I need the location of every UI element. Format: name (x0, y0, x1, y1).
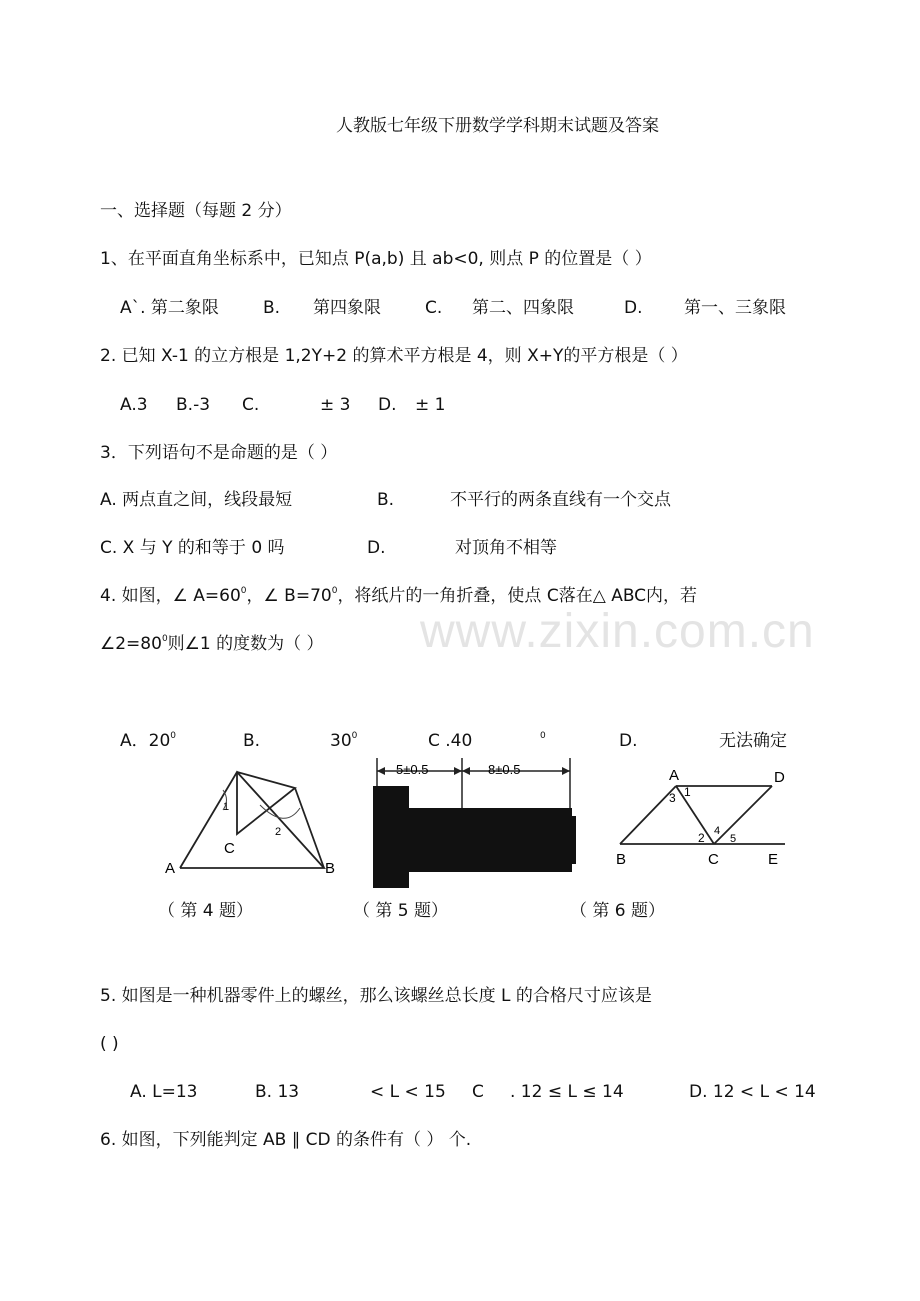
q4-angle-b: ，∠ B=70 (246, 586, 332, 606)
q1-option-d-text: 第一、三象限 (684, 298, 786, 318)
fig4-label-2: 2 (275, 826, 282, 838)
figure-5-screw (370, 752, 585, 892)
q2-option-c: C. (242, 395, 260, 415)
q2-option-c-text: ± 3 (320, 395, 351, 415)
q2-option-d-text: ± 1 (415, 395, 446, 415)
q6-stem: 6. 如图，下列能判定 AB ∥ CD 的条件有（ ） 个. (100, 1130, 472, 1150)
fig6-label-4: 4 (714, 825, 721, 837)
q4-option-d-text: 无法确定 (719, 731, 787, 751)
q2-option-d: D. (378, 395, 397, 415)
fig6-label-5: 5 (730, 833, 737, 845)
q5-option-c: C (472, 1082, 484, 1102)
q1-option-b-text: 第四象限 (313, 298, 381, 318)
fig4-label-a: A (165, 860, 176, 877)
fig6-label-d: D (774, 769, 785, 786)
q4-option-d: D. (619, 731, 638, 751)
q1-option-c: C. (425, 298, 443, 318)
q5-option-a: A. L=13 (130, 1082, 198, 1102)
q4-option-c: C .40 (428, 731, 473, 751)
fig6-caption: （ 第 6 题） (570, 901, 666, 921)
q2-option-b: B.-3 (176, 395, 211, 415)
q2-option-a: A.3 (120, 395, 148, 415)
q4-option-c-degree: 0 (540, 731, 546, 741)
fig6-label-1: 1 (684, 785, 691, 799)
q5-paren: ( ) (100, 1034, 119, 1054)
q3-option-b: B. (377, 490, 395, 510)
q4-stem-line2 (100, 634, 324, 657)
q5-option-c-text: . 12 ≤ L ≤ 14 (510, 1082, 624, 1102)
q5-option-b-text: < L < 15 (370, 1082, 446, 1102)
q4-option-b: B. (243, 731, 261, 751)
q3-option-a: A. 两点直之间，线段最短 (100, 490, 293, 510)
q1-option-a: A`. 第二象限 (120, 298, 219, 318)
fig4-caption: （ 第 4 题） (158, 901, 254, 921)
q4-option-a: A．$20^0$ (120, 731, 176, 751)
section-heading: 一、选择题（每题 2 分） (100, 201, 292, 221)
fig6-label-c: C (708, 851, 719, 868)
fig5-dim-right: 8±0.5 (488, 762, 521, 777)
fig6-label-b: B (616, 851, 627, 868)
fig6-label-2: 2 (698, 831, 705, 845)
q5-option-b: B. 13 (255, 1082, 300, 1102)
fig6-label-a: A (669, 767, 680, 784)
q1-option-c-text: 第二、四象限 (472, 298, 574, 318)
q4-stem-line1 (100, 586, 697, 609)
q4-angle-2: ∠2=80 (100, 634, 162, 654)
q4-fold-text: ，将纸片的一角折叠，使点 C落在△ ABC内，若 (337, 586, 698, 606)
q5-stem: 5. 如图是一种机器零件上的螺丝，那么该螺丝总长度 L 的合格尺寸应该是 (100, 986, 652, 1006)
fig4-label-1: 1 (223, 801, 230, 813)
degree-mark: 0 (161, 634, 168, 644)
fig5-caption: （ 第 5 题） (353, 901, 449, 921)
q3-option-d: D. (367, 538, 386, 558)
fig6-label-3: 3 (669, 791, 676, 805)
degree-mark: 0 (240, 586, 247, 596)
q2-stem: 2. 已知 X-1 的立方根是 1,2Y+2 的算术平方根是 4，则 X+Y的平方根是（ ） (100, 346, 688, 366)
fig4-label-c: C (224, 840, 235, 857)
fig6-label-e: E (768, 851, 779, 868)
figure-6-parallel-lines (610, 762, 800, 874)
degree-mark: 0 (331, 586, 338, 596)
q3-option-d-text: 对顶角不相等 (455, 538, 557, 558)
figure-4-triangle (160, 760, 350, 880)
watermark: www.zixin.com.cn (420, 605, 815, 658)
q4-option-b-text: $30^0$ (330, 731, 358, 751)
q3-stem: 3．下列语句不是命题的是（ ） (100, 443, 338, 463)
q4-question: 则∠1 的度数为（ ） (167, 634, 324, 654)
q3-option-b-text: 不平行的两条直线有一个交点 (450, 490, 671, 510)
q5-option-d: D. 12 < L < 14 (689, 1082, 816, 1102)
q4-angle-a: 4. 如图，∠ A=60 (100, 586, 241, 606)
fig4-label-b: B (325, 860, 336, 877)
fig5-dim-left: 5±0.5 (396, 762, 429, 777)
page-title: 人教版七年级下册数学学科期末试题及答案 (336, 116, 659, 136)
q1-option-d: D. (624, 298, 643, 318)
q1-option-b: B. (263, 298, 281, 318)
q3-option-c: C. X 与 Y 的和等于 0 吗 (100, 538, 285, 558)
q1-stem: 1、在平面直角坐标系中，已知点 P(a,b) 且 ab<0, 则点 P 的位置是（ ） (100, 249, 652, 269)
